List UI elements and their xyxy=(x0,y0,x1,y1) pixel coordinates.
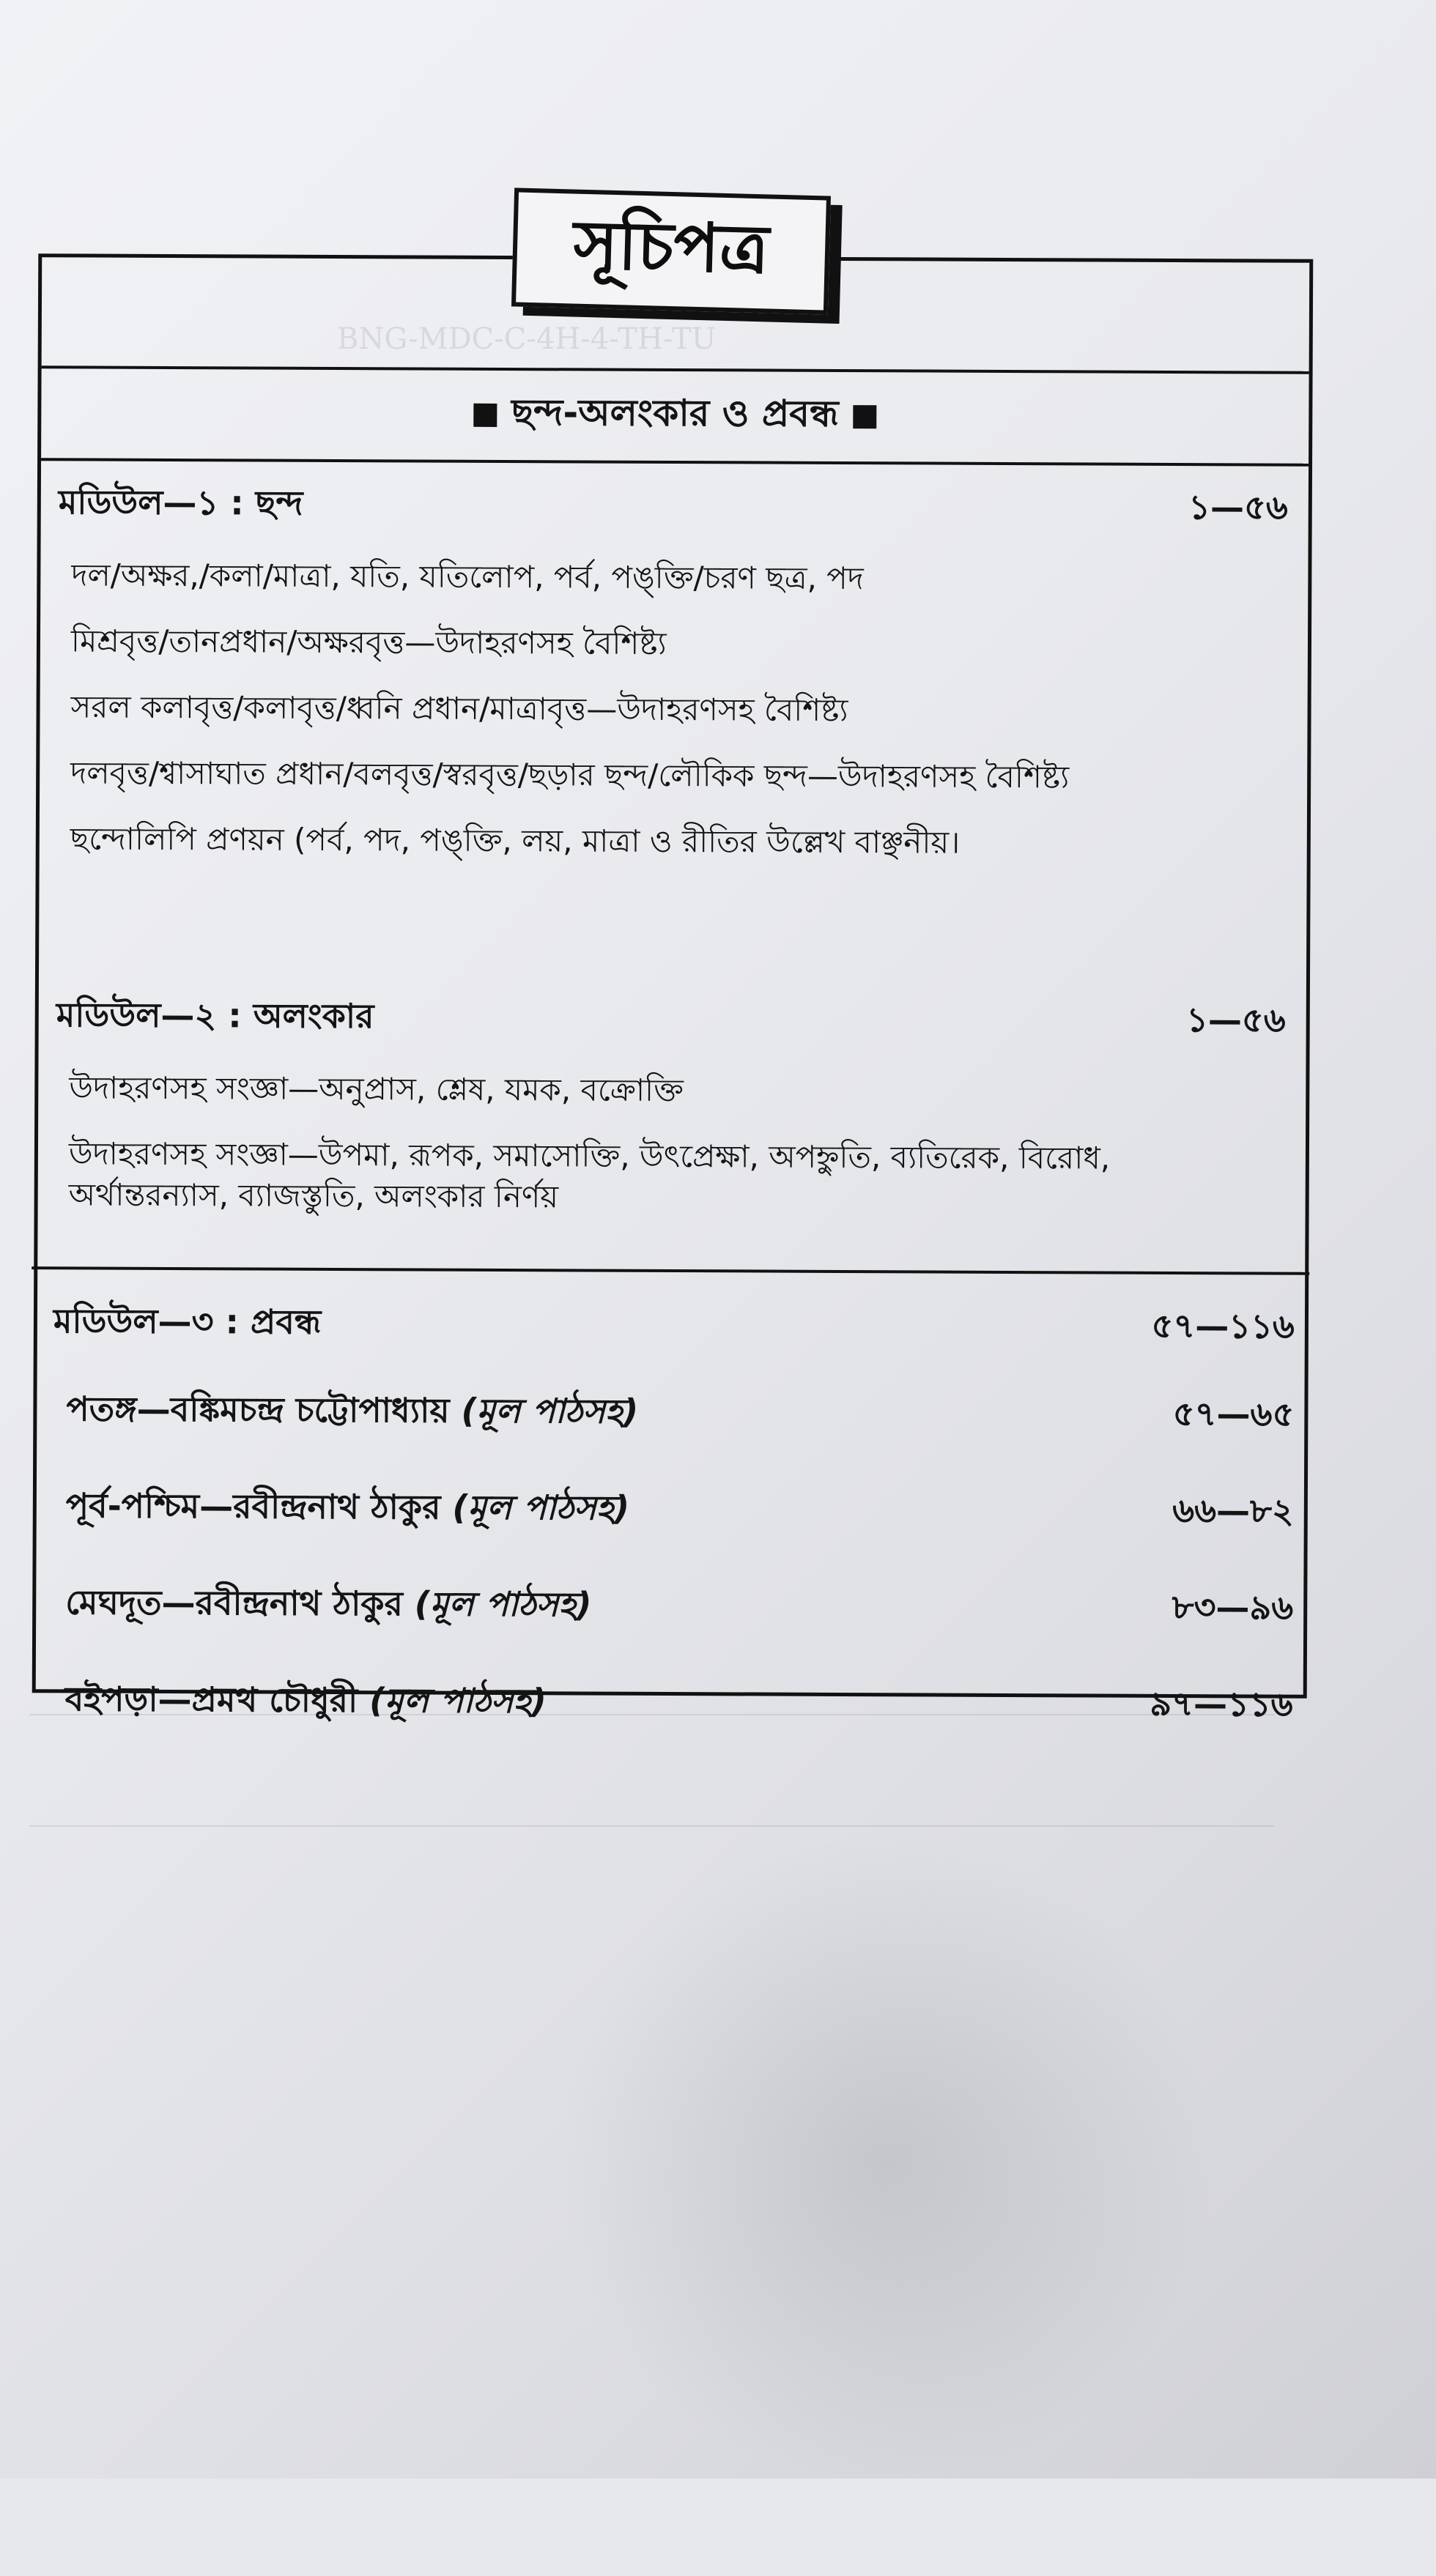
square-bullet-icon xyxy=(473,404,497,427)
module-heading xyxy=(56,990,1286,1050)
module-title: মডিউল—৩ : প্রবন্ধ xyxy=(53,1301,322,1342)
essay-pages: ৫৭—৬৫ xyxy=(1172,1393,1295,1434)
module-line: দল/অক্ষর,/কলা/মাত্রা, যতি, যতিলোপ, পর্ব, পঙ্‌ক্তি/চরণ ছত্র, পদ xyxy=(71,557,864,597)
essay-pages: ৮৩—৯৬ xyxy=(1172,1586,1294,1627)
essay-entry xyxy=(66,1384,1294,1444)
module-3-box xyxy=(30,1266,1310,1724)
essay-entry xyxy=(65,1577,1293,1638)
contents-table xyxy=(32,253,1314,1724)
shadow-overlay xyxy=(471,1745,1302,2576)
essay-note: (মূল পাঠসহ) xyxy=(461,1390,639,1431)
module-pages: ১—৫৬ xyxy=(1186,1000,1286,1040)
essay-note: (মূল পাঠসহ) xyxy=(452,1487,630,1528)
essay-title: মেঘদূত—রবীন্দ্রনাথ ঠাকুর xyxy=(65,1582,403,1624)
module-pages: ১—৫৬ xyxy=(1188,487,1288,527)
module-pages: ৫৭—১১৬ xyxy=(1151,1305,1295,1346)
module-1 xyxy=(57,477,1288,889)
subtitle: ছন্দ-অলংকার ও প্রবন্ধ xyxy=(511,390,839,435)
module-heading xyxy=(53,1296,1295,1356)
module-line: ছন্দোলিপি প্রণয়ন (পর্ব, পদ, পঙ্‌ক্তি, লয়, মাত্রা ও রীতির উল্লেখ বাঞ্ছনীয়। xyxy=(70,820,961,861)
page-title: সূচিপত্র xyxy=(572,204,770,289)
module-line: উদাহরণসহ সংজ্ঞা—উপমা, রূপক, সমাসোক্তি, উৎপ্রেক্ষা, অপহ্নুতি, ব্যতিরেক, বিরোধ, অর্থান্তরন্যাস, ব্যাজস্তুতি, অলংকার নির্ণয় xyxy=(68,1135,1111,1215)
square-bullet-icon xyxy=(854,405,877,428)
subtitle-bar xyxy=(41,365,1309,467)
module-title: মডিউল—১ : ছন্দ xyxy=(58,482,303,523)
essay-entry xyxy=(66,1480,1294,1541)
module-title: মডিউল—২ : অলংকার xyxy=(56,995,374,1036)
module-line: মিশ্রবৃত্ত/তানপ্রধান/অক্ষরবৃত্ত—উদাহরণসহ বৈশিষ্ট্য xyxy=(70,623,667,661)
essay-pages: ৬৬—৮২ xyxy=(1172,1490,1294,1531)
module-line: সরল কলাবৃত্ত/কলাবৃত্ত/ধ্বনি প্রধান/মাত্রাবৃত্ত—উদাহরণসহ বৈশিষ্ট্য xyxy=(70,688,848,729)
essay-entry xyxy=(65,1674,1293,1734)
module-line: উদাহরণসহ সংজ্ঞা—অনুপ্রাস, শ্লেষ, যমক, বক্রোক্তি xyxy=(69,1069,684,1109)
essay-note: (মূল পাঠসহ) xyxy=(369,1680,547,1721)
essay-note: (মূল পাঠসহ) xyxy=(414,1584,592,1625)
bleed-through-text: BNG-MDC-C-4H-4-TH-TU xyxy=(337,322,717,356)
essay-title: পূর্ব-পশ্চিম—রবীন্দ্রনাথ ঠাকুর xyxy=(65,1485,441,1527)
essay-title: পতঙ্গ—বঙ্কিমচন্দ্র চট্টোপাধ্যায় xyxy=(66,1389,450,1430)
title-box xyxy=(511,188,831,314)
module-2 xyxy=(55,990,1285,1245)
module-line: দলবৃত্ত/শ্বাসাঘাত প্রধান/বলবৃত্ত/স্বরবৃত্ত/ছড়ার ছন্দ/লৌকিক ছন্দ—উদাহরণসহ বৈশিষ্ট্য xyxy=(70,754,1070,795)
module-heading xyxy=(59,477,1288,538)
essay-title: বইপড়া—প্রমথ চৌধুরী xyxy=(64,1679,358,1721)
essay-pages: ৯৭—১১৬ xyxy=(1150,1683,1293,1724)
